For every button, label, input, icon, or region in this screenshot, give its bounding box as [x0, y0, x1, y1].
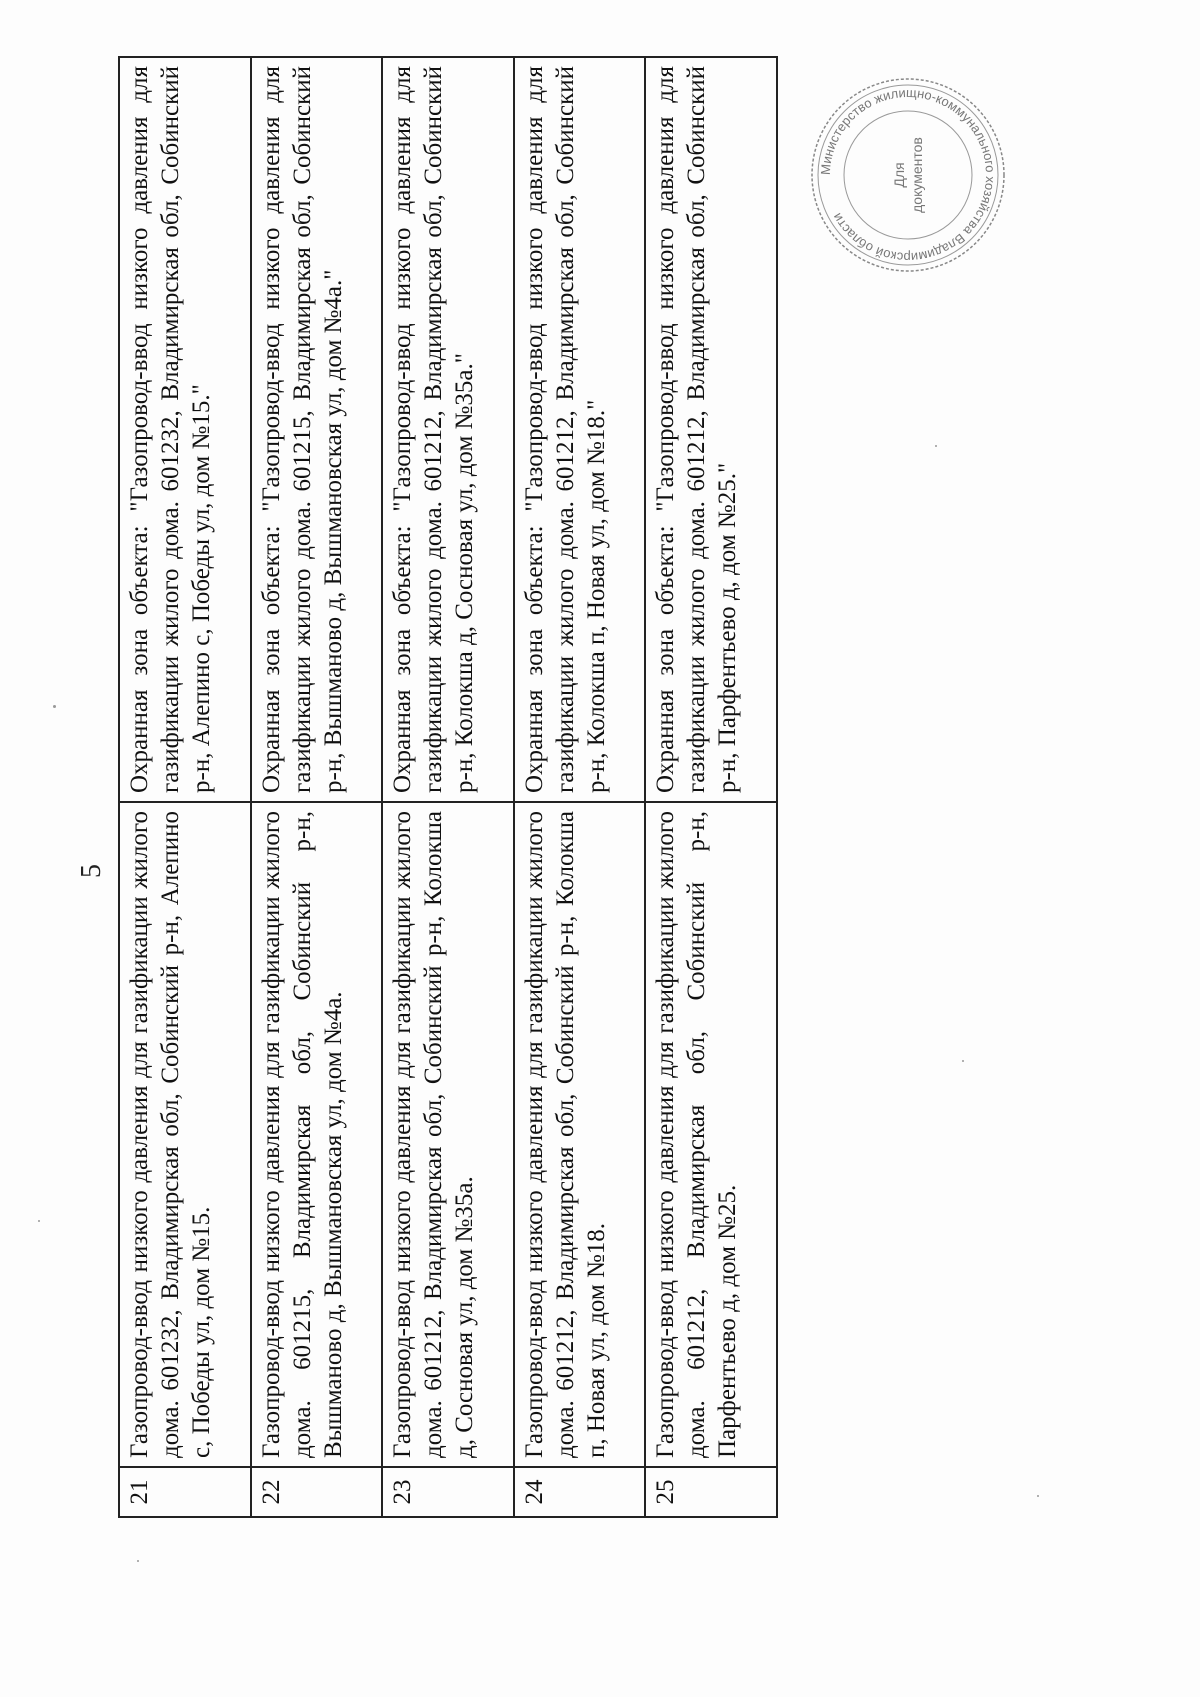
protection-zone-cell: Охранная зона объекта: "Газопровод-ввод низкого давления для газификации жилого дома. 601212, Владимирская обл, Собинский р-н, Колокша п, Новая ул, дом №18." — [514, 57, 646, 802]
row-number: 25 — [645, 1467, 777, 1517]
scan-speck — [935, 445, 937, 447]
scan-speck — [1037, 1495, 1039, 1497]
scan-speck — [38, 1220, 40, 1222]
scan-speck — [962, 1060, 964, 1062]
row-number: 22 — [251, 1467, 383, 1517]
table-row — [119, 57, 251, 1517]
table-row — [251, 57, 383, 1517]
protection-zone-cell: Охранная зона объекта: "Газопровод-ввод низкого давления для газификации жилого дома. 601212, Владимирская обл, Собинский р-н, Колокша д, Сосновая ул, дом №35а." — [382, 57, 514, 802]
object-name-cell: Газопровод-ввод низкого давления для газификации жилого дома. 601212, Владимирская обл, Собинский р-н, Парфентьево д, дом №25. — [645, 802, 777, 1467]
page-number: 5 — [76, 864, 107, 878]
table-row — [645, 57, 777, 1517]
row-number: 24 — [514, 1467, 646, 1517]
official-stamp — [808, 75, 1008, 275]
stamp-graphic — [808, 75, 1008, 275]
protection-zone-cell: Охранная зона объекта: "Газопровод-ввод низкого давления для газификации жилого дома. 601212, Владимирская обл, Собинский р-н, Парфентьево д, дом №25." — [645, 57, 777, 802]
row-number: 23 — [382, 1467, 514, 1517]
stamp-ring-text: Министерство жилищно-коммунального хозяйства Владимирской области — [817, 84, 999, 266]
protection-zone-cell: Охранная зона объекта: "Газопровод-ввод низкого давления для газификации жилого дома. 601232, Владимирская обл, Собинский р-н, Алепино с, Победы ул, дом №15." — [119, 57, 251, 802]
scan-speck — [137, 1560, 139, 1562]
stamp-center-line-1: Для — [891, 162, 907, 188]
object-name-cell: Газопровод-ввод низкого давления для газификации жилого дома. 601212, Владимирская обл, Собинский р-н, Колокша п, Новая ул, дом №18. — [514, 802, 646, 1467]
object-name-cell: Газопровод-ввод низкого давления для газификации жилого дома. 601212, Владимирская обл, Собинский р-н, Колокша д, Сосновая ул, дом №35а. — [382, 802, 514, 1467]
objects-table — [118, 56, 778, 1518]
object-name-cell: Газопровод-ввод низкого давления для газификации жилого дома. 601232, Владимирская обл, Собинский р-н, Алепино с, Победы ул, дом №15. — [119, 802, 251, 1467]
stamp-center-line-2: документов — [909, 137, 925, 213]
protection-zone-cell: Охранная зона объекта: "Газопровод-ввод низкого давления для газификации жилого дома. 601215, Владимирская обл, Собинский р-н, Вышманово д, Вышмановская ул, дом №4а." — [251, 57, 383, 802]
table-row — [382, 57, 514, 1517]
object-name-cell: Газопровод-ввод низкого давления для газификации жилого дома. 601215, Владимирская обл, Собинский р-н, Вышманово д, Вышмановская ул, дом №4а. — [251, 802, 383, 1467]
table-row — [514, 57, 646, 1517]
rotated-table-wrapper — [118, 58, 778, 1518]
row-number: 21 — [119, 1467, 251, 1517]
scan-speck — [53, 705, 56, 708]
